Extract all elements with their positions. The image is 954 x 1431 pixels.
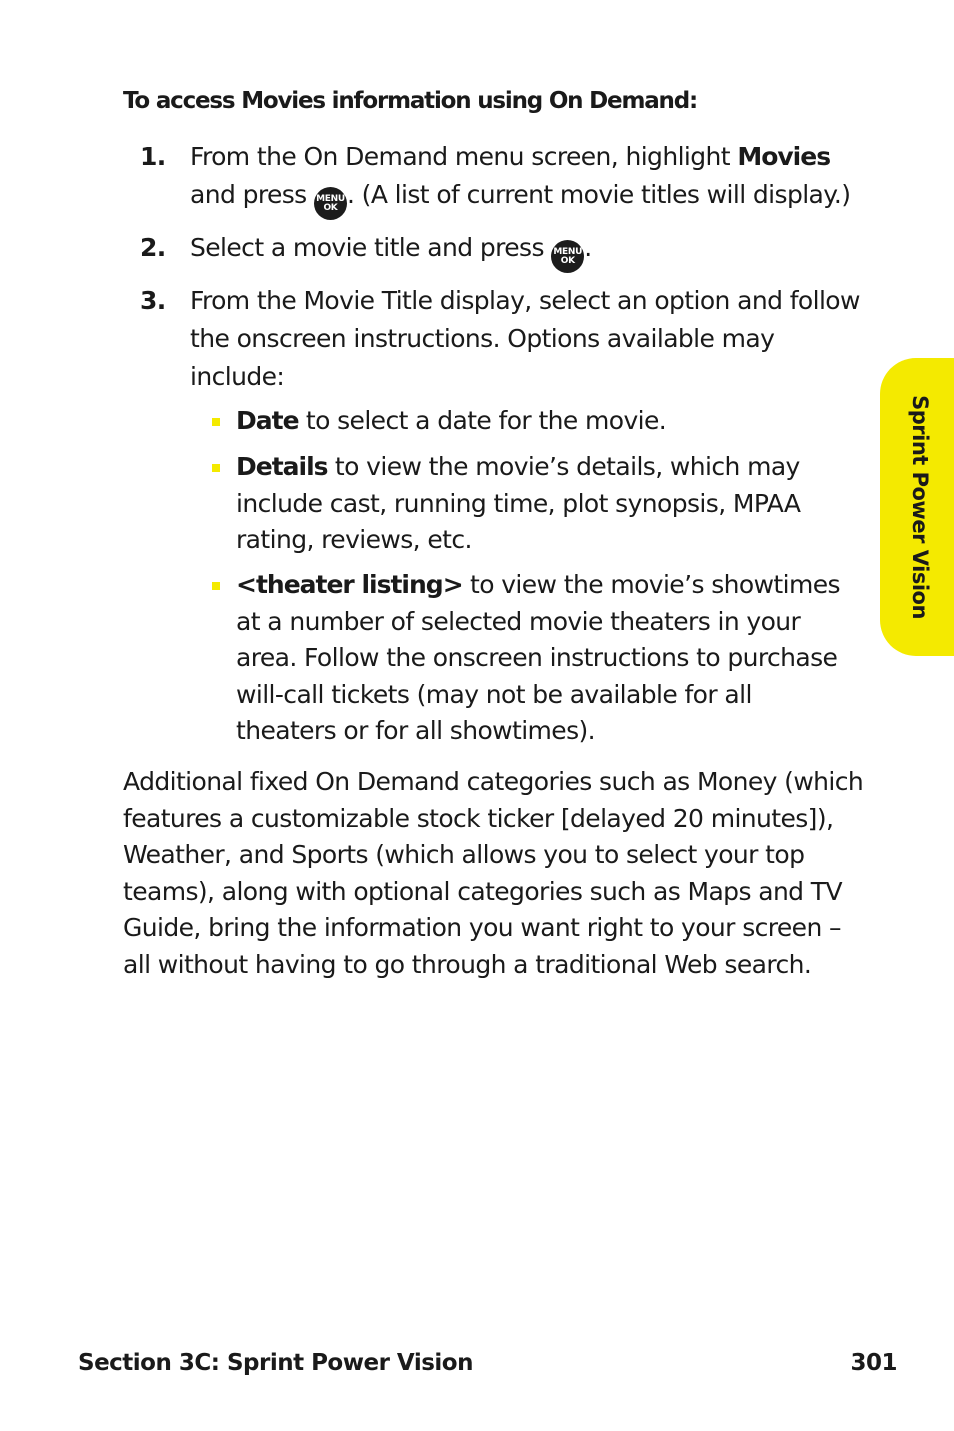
option-label: <theater listing> <box>236 570 463 599</box>
body-paragraph: Additional fixed On Demand categories such as Money (which features a customizable stock ticker [delayed 20 minutes]), Weather, and Sports (which allows you to select your top teams), along with optional categories such as Maps and TV Guide, bring the information you want right to your screen – all without having to go through a traditional Web search. <box>123 767 864 979</box>
bullet-square-icon <box>212 464 220 472</box>
menu-ok-key-icon: MENU OK <box>551 240 584 273</box>
option-label: Details <box>236 452 328 481</box>
option-description: to view the movie’s showtimes at a number of selected movie theaters in your area. Follow the onscreen instructions to purchase will-call tickets (may not be available for all theaters or for all showtimes). <box>236 570 840 745</box>
bullet-square-icon <box>212 582 220 590</box>
section-side-tab <box>880 358 954 656</box>
menu-ok-key-icon: MENU OK <box>314 187 347 220</box>
section-heading: To access Movies information using On Demand: <box>123 88 697 114</box>
step-number: 2. <box>140 233 166 262</box>
step-number: 1. <box>140 142 166 171</box>
option-label: Date <box>236 406 299 435</box>
option-label: Movies <box>737 142 831 171</box>
step-text: From the On Demand menu screen, highlight Movies and press MENU OK . (A list of current movie titles will display.) <box>190 138 860 220</box>
step-text: Select a movie title and press MENU OK . <box>190 229 860 273</box>
side-tab-label: Sprint Power Vision <box>908 395 932 619</box>
step-number: 3. <box>140 286 166 315</box>
bullet-square-icon <box>212 418 220 426</box>
step-text: From the Movie Title display, select an option and follow the onscreen instructions. Options available may include: <box>190 286 860 391</box>
option-description: to view the movie’s details, which may include cast, running time, plot synopsis, MPAA rating, reviews, etc. <box>236 452 801 554</box>
page-number: 301 <box>850 1350 897 1376</box>
footer-section-title: Section 3C: Sprint Power Vision <box>78 1350 473 1376</box>
option-description: to select a date for the movie. <box>298 406 667 435</box>
